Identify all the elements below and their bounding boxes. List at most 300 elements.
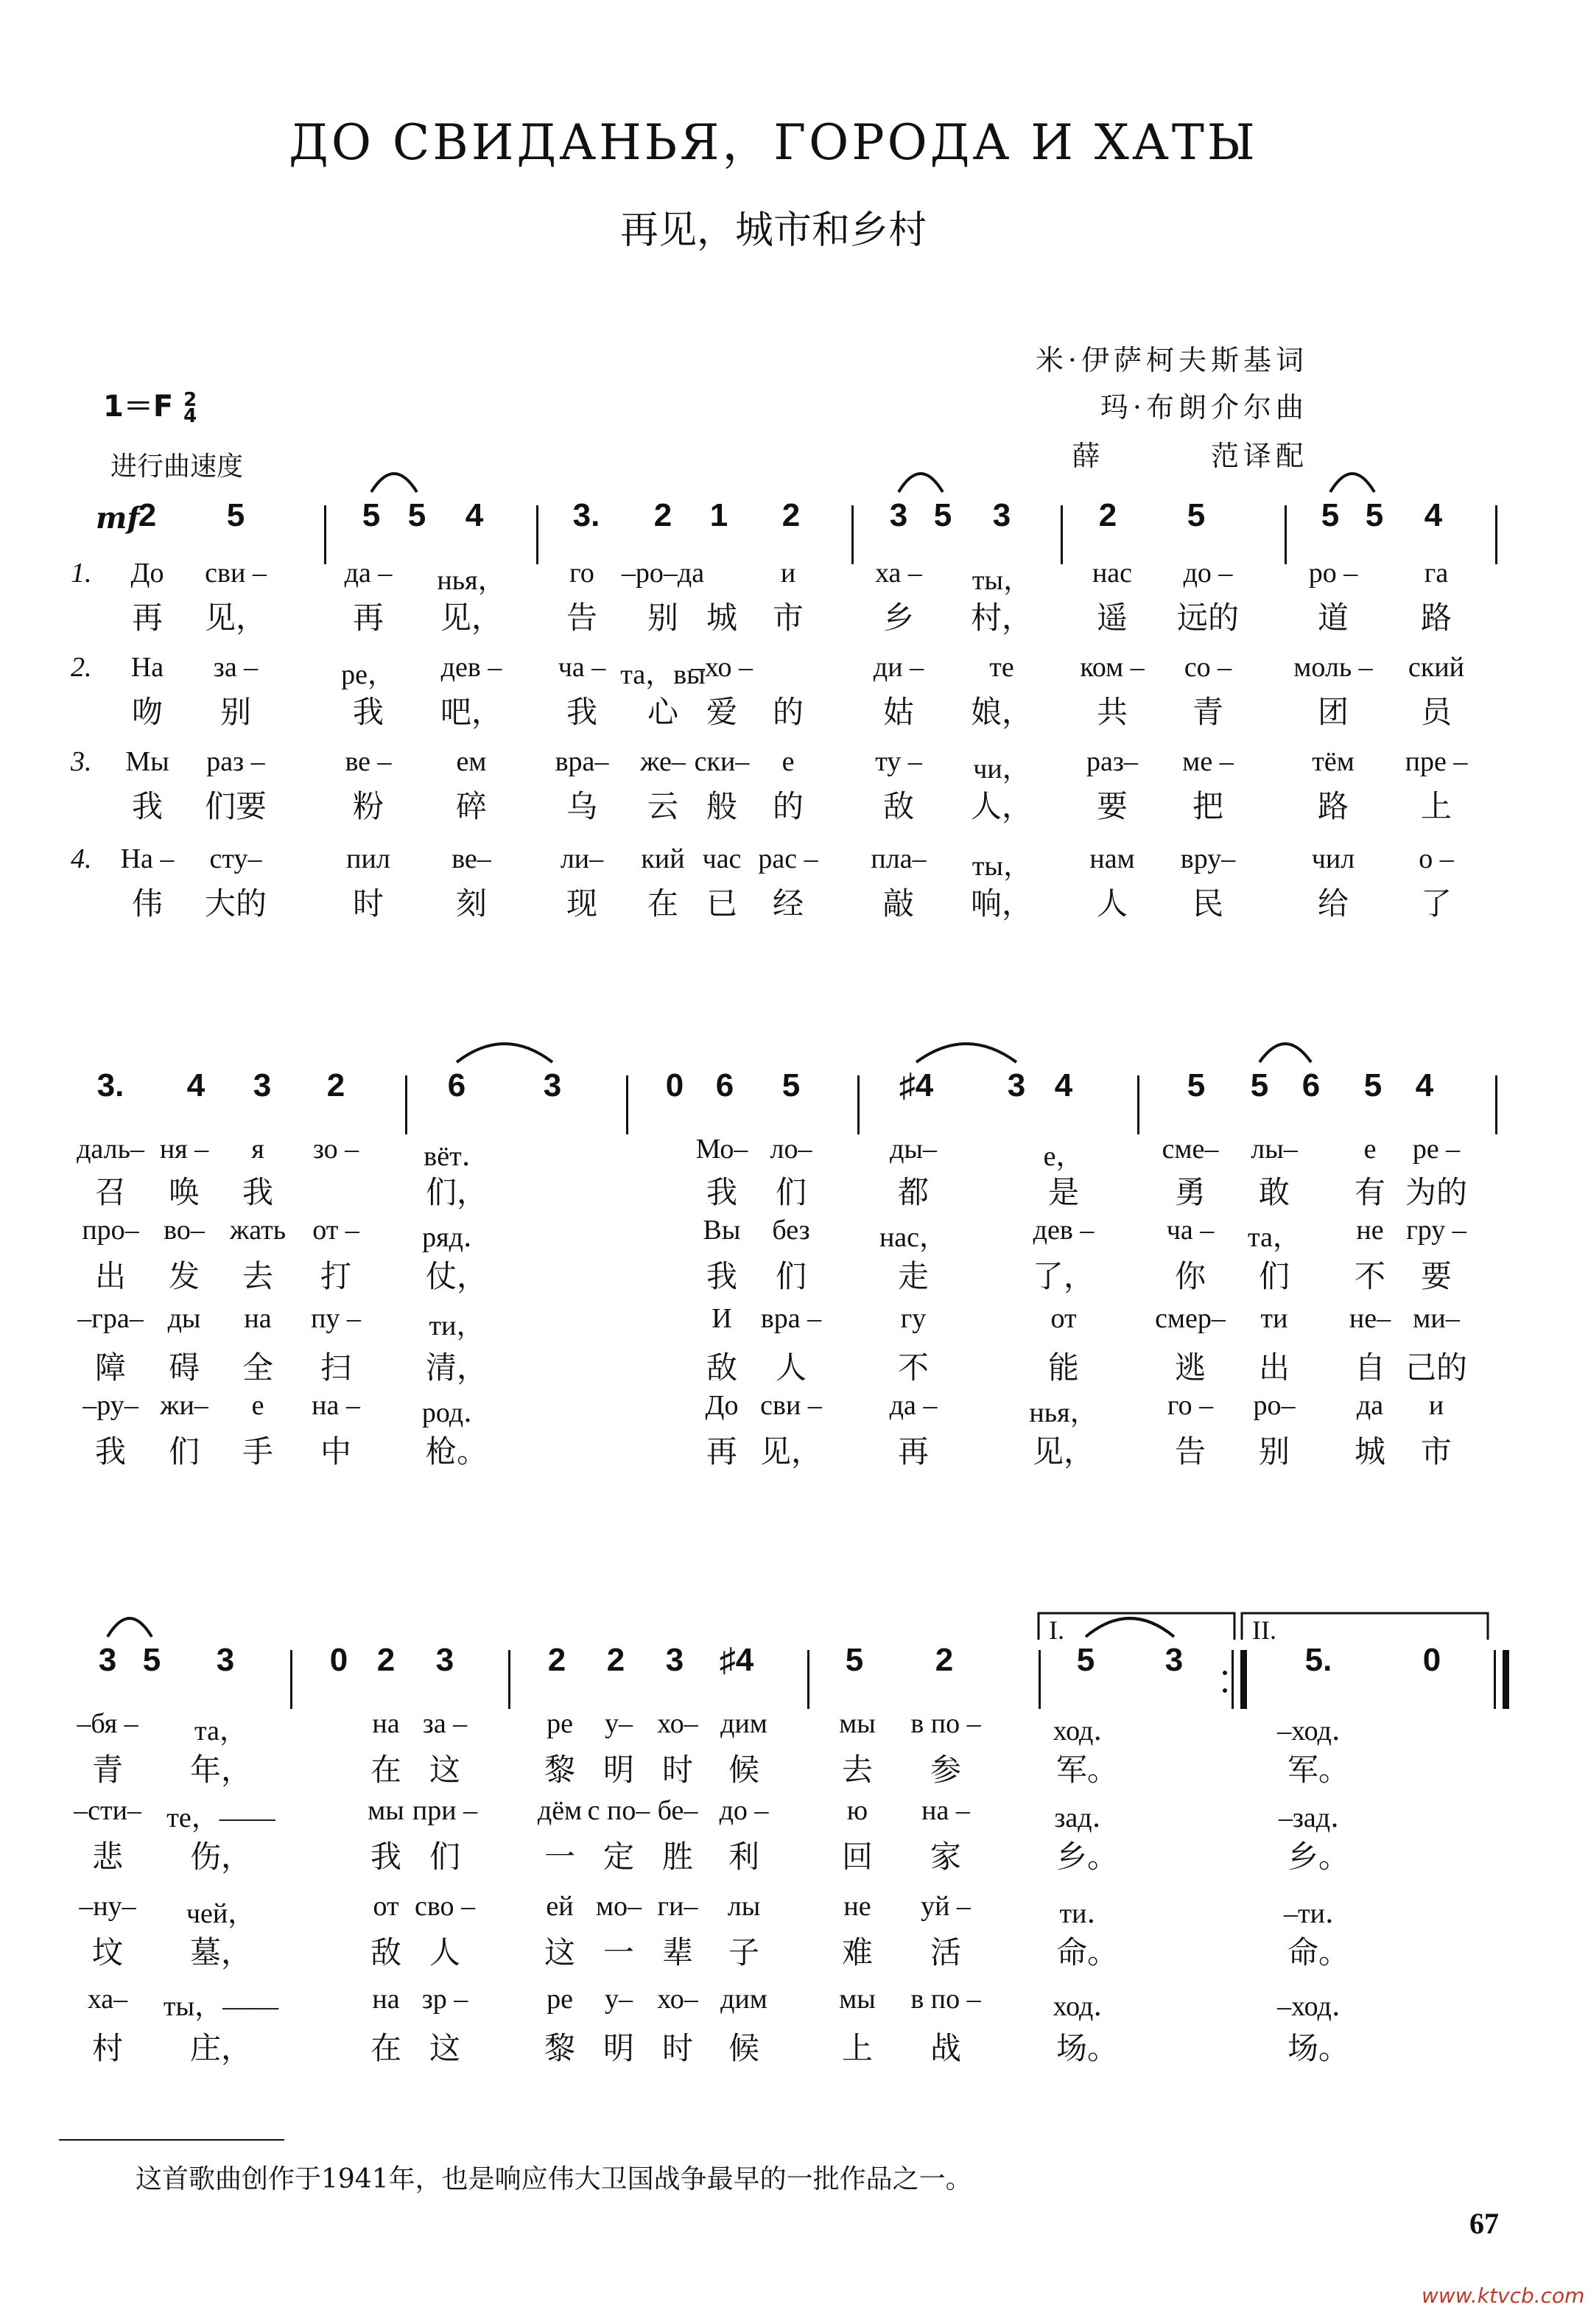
chinese-lyric: 人 bbox=[1096, 885, 1128, 921]
russian-lyric: раз– bbox=[1086, 746, 1138, 777]
chinese-lyric: 吻 bbox=[131, 694, 164, 730]
tie-arc bbox=[1330, 474, 1374, 492]
russian-lyric: зо – bbox=[312, 1134, 359, 1165]
chinese-lyric: 黎 bbox=[544, 2030, 576, 2066]
chinese-lyric: 这 bbox=[429, 2030, 461, 2066]
note: 3 bbox=[1007, 1067, 1026, 1103]
chinese-lyric: 们 bbox=[775, 1258, 807, 1294]
chinese-lyric: 要 bbox=[1420, 1258, 1452, 1294]
russian-lyric: та， bbox=[194, 1716, 247, 1746]
chinese-lyric: 我 bbox=[566, 694, 598, 730]
russian-lyric: те bbox=[989, 652, 1014, 683]
russian-lyric: сво – bbox=[414, 1891, 476, 1922]
chinese-lyric: 场。 bbox=[1287, 2030, 1350, 2066]
russian-lyric: от bbox=[373, 1891, 399, 1922]
russian-lyric: ти． bbox=[1059, 1898, 1115, 1929]
note: 4 bbox=[465, 497, 484, 533]
chinese-lyric: 时 bbox=[661, 1752, 694, 1788]
chinese-lyric: 敌 bbox=[882, 788, 915, 824]
chinese-lyric: 告 bbox=[1174, 1433, 1206, 1470]
chinese-lyric: 发 bbox=[168, 1258, 200, 1294]
chinese-lyric: 城 bbox=[706, 600, 738, 636]
chinese-lyric: 伟 bbox=[131, 885, 164, 921]
russian-lyric: Вы bbox=[703, 1215, 741, 1246]
russian-lyric: га bbox=[1424, 558, 1449, 589]
composer-credit: 玛·布朗介尔曲 bbox=[1100, 391, 1308, 424]
russian-lyric: до – bbox=[719, 1795, 769, 1826]
russian-lyric: у– bbox=[605, 1708, 633, 1739]
chinese-lyric: 军。 bbox=[1287, 1752, 1350, 1788]
russian-lyric: смер– bbox=[1155, 1303, 1226, 1334]
page-number: 67 bbox=[1469, 2207, 1499, 2240]
note: 3 bbox=[253, 1067, 272, 1103]
russian-lyric: уй – bbox=[921, 1891, 971, 1922]
russian-lyric: нам bbox=[1089, 843, 1135, 874]
chinese-lyric: 见， bbox=[1032, 1433, 1095, 1470]
note: 5 bbox=[933, 497, 952, 533]
note: 5 bbox=[362, 497, 381, 533]
tie-arc bbox=[371, 474, 417, 492]
russian-lyric: род． bbox=[421, 1397, 492, 1428]
russian-lyric: –ход． bbox=[1277, 1991, 1360, 2022]
russian-lyric: мо– bbox=[595, 1891, 642, 1922]
chinese-lyric: 路 bbox=[1420, 600, 1452, 636]
russian-lyric: сту– bbox=[209, 843, 262, 874]
russian-lyric: бе– bbox=[657, 1795, 698, 1826]
russian-lyric: мы bbox=[368, 1795, 404, 1826]
russian-lyric: же– bbox=[640, 746, 686, 777]
chinese-lyric: 给 bbox=[1317, 885, 1349, 921]
tie-arc bbox=[1259, 1044, 1311, 1062]
russian-lyric: от – bbox=[312, 1215, 359, 1246]
chinese-lyric: 坟 bbox=[91, 1934, 124, 1970]
russian-lyric: е bbox=[781, 746, 795, 777]
russian-lyric: гру – bbox=[1406, 1215, 1466, 1246]
russian-lyric: жи– bbox=[160, 1390, 208, 1421]
song-subtitle: 再见，城市和乡村 bbox=[619, 208, 927, 253]
russian-lyric: на bbox=[372, 1708, 400, 1739]
chinese-lyric: 村， bbox=[970, 600, 1033, 636]
russian-lyric: ты，—— bbox=[163, 1991, 279, 2022]
chinese-lyric: 定 bbox=[602, 1839, 635, 1875]
note: 2 bbox=[935, 1642, 954, 1678]
note: 4 bbox=[1415, 1067, 1434, 1103]
lyricist-credit: 米·伊萨柯夫斯基词 bbox=[1035, 344, 1308, 376]
chinese-lyric: 战 bbox=[930, 2030, 962, 2066]
russian-lyric: ти bbox=[1260, 1303, 1288, 1334]
russian-lyric: пу – bbox=[311, 1303, 361, 1334]
russian-lyric: ре， bbox=[341, 659, 396, 690]
russian-lyric: –ти． bbox=[1284, 1898, 1353, 1929]
russian-lyric: ха – bbox=[875, 558, 922, 589]
russian-lyric: тём bbox=[1312, 746, 1355, 777]
chinese-lyric: 己的 bbox=[1405, 1349, 1468, 1386]
chinese-lyric: 们， bbox=[425, 1174, 488, 1210]
chinese-lyric: 辈 bbox=[661, 1934, 694, 1970]
chinese-lyric: 出 bbox=[94, 1258, 127, 1294]
chinese-lyric: 枪。 bbox=[425, 1433, 488, 1470]
chinese-lyric: 悲 bbox=[91, 1839, 124, 1875]
chinese-lyric: 庄， bbox=[189, 2030, 253, 2066]
russian-lyric: ды– bbox=[890, 1134, 937, 1165]
chinese-lyric: 胜 bbox=[661, 1839, 694, 1875]
chinese-lyric: 市 bbox=[1420, 1433, 1452, 1470]
russian-lyric: ю bbox=[846, 1795, 868, 1826]
chinese-lyric: 共 bbox=[1096, 694, 1128, 730]
chinese-lyric: 能 bbox=[1047, 1349, 1080, 1386]
chinese-lyric: 我 bbox=[706, 1174, 738, 1210]
note: 5 bbox=[1321, 497, 1340, 533]
russian-lyric: ча – bbox=[1166, 1215, 1215, 1246]
russian-lyric: сви – bbox=[205, 558, 267, 589]
russian-lyric: дём bbox=[537, 1795, 583, 1826]
chinese-lyric: 这 bbox=[544, 1934, 576, 1970]
chinese-lyric: 敲 bbox=[882, 885, 915, 921]
chinese-lyric: 路 bbox=[1317, 788, 1349, 824]
russian-lyric: сме– bbox=[1162, 1134, 1219, 1165]
note: 3 bbox=[98, 1642, 117, 1678]
russian-lyric: ме – bbox=[1182, 746, 1234, 777]
note: 3 bbox=[889, 497, 908, 533]
chinese-lyric: 逃 bbox=[1174, 1349, 1206, 1386]
note: 3. bbox=[572, 497, 600, 533]
chinese-lyric: 们 bbox=[168, 1433, 200, 1470]
chinese-lyric: 打 bbox=[320, 1258, 352, 1294]
russian-lyric: го bbox=[569, 558, 594, 589]
russian-lyric: во– bbox=[164, 1215, 205, 1246]
chinese-lyric: 黎 bbox=[544, 1752, 576, 1788]
russian-lyric: ды bbox=[167, 1303, 201, 1334]
russian-lyric: –ход． bbox=[1277, 1716, 1360, 1746]
russian-lyric: нас， bbox=[879, 1222, 948, 1253]
note: 4 bbox=[1424, 497, 1443, 533]
russian-lyric: ти， bbox=[429, 1310, 485, 1341]
chinese-lyric: 碎 bbox=[455, 788, 488, 824]
chinese-lyric: 勇 bbox=[1174, 1174, 1206, 1210]
note: 5 bbox=[845, 1642, 864, 1678]
chinese-lyric: 利 bbox=[728, 1839, 760, 1875]
chinese-lyric: 唤 bbox=[168, 1174, 200, 1210]
tie-arc bbox=[916, 1044, 1016, 1062]
chinese-lyric: 仗， bbox=[425, 1258, 488, 1294]
chinese-lyric: 活 bbox=[930, 1934, 962, 1970]
chinese-lyric: 道 bbox=[1317, 600, 1349, 636]
chinese-lyric: 不 bbox=[897, 1349, 930, 1386]
note: 5 bbox=[142, 1642, 161, 1678]
chinese-lyric: 为的 bbox=[1405, 1174, 1468, 1210]
russian-lyric: ве– bbox=[452, 843, 491, 874]
chinese-lyric: 了， bbox=[1032, 1258, 1095, 1294]
russian-lyric: без bbox=[772, 1215, 810, 1246]
russian-lyric: раз – bbox=[206, 746, 265, 777]
footnote: 这首歌曲创作于1941年，也是响应伟大卫国战争最早的一批作品之一。 bbox=[136, 2164, 972, 2194]
chinese-lyric: 般 bbox=[706, 788, 738, 824]
russian-lyric: жать bbox=[229, 1215, 287, 1246]
russian-lyric: на bbox=[372, 1984, 400, 2015]
key-label: 1＝F bbox=[103, 390, 174, 424]
note: 3 bbox=[435, 1642, 454, 1678]
chinese-lyric: 已 bbox=[706, 885, 738, 921]
russian-lyric: ре – bbox=[1412, 1134, 1461, 1165]
russian-lyric: На bbox=[130, 652, 164, 683]
chinese-lyric: 明 bbox=[602, 1752, 635, 1788]
russian-lyric: вру– bbox=[1180, 843, 1236, 874]
russian-lyric: е bbox=[251, 1390, 264, 1421]
note: 3. bbox=[96, 1067, 124, 1103]
russian-lyric: Мы bbox=[125, 746, 169, 777]
chinese-lyric: 爱 bbox=[706, 694, 738, 730]
russian-lyric: час bbox=[702, 843, 742, 874]
chinese-lyric: 人 bbox=[775, 1349, 807, 1386]
russian-lyric: при – bbox=[412, 1795, 478, 1826]
note: 2 bbox=[326, 1067, 345, 1103]
chinese-lyric: 子 bbox=[728, 1934, 760, 1970]
note: 5 bbox=[1365, 497, 1384, 533]
note: 6 bbox=[447, 1067, 466, 1103]
chinese-lyric: 了 bbox=[1420, 885, 1452, 921]
chinese-lyric: 去 bbox=[242, 1258, 274, 1294]
russian-lyric: сви – bbox=[760, 1390, 822, 1421]
note: 0 bbox=[1422, 1642, 1441, 1678]
chinese-lyric: 时 bbox=[661, 2030, 694, 2066]
russian-lyric: не bbox=[843, 1891, 871, 1922]
chinese-lyric: 姑 bbox=[882, 694, 915, 730]
russian-lyric: с по– bbox=[587, 1795, 650, 1826]
russian-lyric: –бя – bbox=[77, 1708, 138, 1739]
russian-lyric: пла– bbox=[871, 843, 927, 874]
chinese-lyric: 自 bbox=[1354, 1349, 1386, 1386]
chinese-lyric: 再 bbox=[706, 1433, 738, 1470]
russian-lyric: ро– bbox=[1253, 1390, 1296, 1421]
chinese-lyric: 明 bbox=[602, 2030, 635, 2066]
chinese-lyric: 军。 bbox=[1055, 1752, 1119, 1788]
chinese-lyric: 一 bbox=[544, 1839, 576, 1875]
chinese-lyric: 在 bbox=[647, 885, 679, 921]
chinese-lyric: 障 bbox=[94, 1349, 127, 1386]
russian-lyric: пре – bbox=[1405, 746, 1468, 777]
russian-lyric: от bbox=[1050, 1303, 1077, 1334]
volta-label: II. bbox=[1252, 1615, 1276, 1645]
russian-lyric: ня – bbox=[159, 1134, 209, 1165]
chinese-lyric: 再 bbox=[897, 1433, 930, 1470]
tie-arc bbox=[108, 1618, 152, 1637]
russian-lyric: и bbox=[780, 558, 796, 589]
volta-bracket bbox=[1242, 1613, 1488, 1640]
russian-lyric: рас – bbox=[758, 843, 818, 874]
chinese-lyric: 伤， bbox=[189, 1839, 253, 1875]
note: 2 bbox=[376, 1642, 396, 1678]
chinese-lyric: 回 bbox=[841, 1839, 874, 1875]
tie-arc bbox=[457, 1044, 552, 1062]
russian-lyric: вра – bbox=[760, 1303, 822, 1334]
russian-lyric: и bbox=[1428, 1390, 1444, 1421]
chinese-lyric: 走 bbox=[897, 1258, 930, 1294]
russian-lyric: о – bbox=[1419, 843, 1454, 874]
chinese-lyric: 的 bbox=[772, 788, 804, 824]
verse-number: 2. bbox=[71, 652, 92, 683]
russian-lyric: И bbox=[712, 1303, 732, 1334]
watermark: www.ktvcb.com bbox=[1422, 2283, 1585, 2308]
chinese-lyric: 敌 bbox=[370, 1934, 402, 1970]
chinese-lyric: 乡。 bbox=[1287, 1839, 1350, 1875]
russian-lyric: со – bbox=[1184, 652, 1232, 683]
russian-lyric: вёт． bbox=[424, 1141, 490, 1172]
chinese-lyric: 你 bbox=[1174, 1258, 1206, 1294]
russian-lyric: нас bbox=[1092, 558, 1133, 589]
russian-lyric: На – bbox=[120, 843, 175, 874]
russian-lyric: ем bbox=[456, 746, 487, 777]
russian-lyric: ха– bbox=[87, 1984, 128, 2015]
chinese-lyric: 人， bbox=[970, 788, 1033, 824]
note: 2 bbox=[606, 1642, 625, 1678]
volta-bracket bbox=[1039, 1613, 1234, 1640]
chinese-lyric: 人 bbox=[429, 1934, 461, 1970]
chinese-lyric: 扫 bbox=[320, 1349, 352, 1386]
chinese-lyric: 家 bbox=[930, 1839, 962, 1875]
chinese-lyric: 青 bbox=[1192, 694, 1224, 730]
chinese-lyric: 市 bbox=[772, 600, 804, 636]
russian-lyric: ре bbox=[547, 1984, 573, 2015]
russian-lyric: ча – bbox=[558, 652, 606, 683]
russian-lyric: нья， bbox=[437, 565, 506, 596]
russian-lyric: чил bbox=[1311, 843, 1355, 874]
chinese-lyric: 我 bbox=[706, 1258, 738, 1294]
chinese-lyric: 我 bbox=[242, 1174, 274, 1210]
russian-lyric: дим bbox=[720, 1708, 767, 1739]
russian-lyric: ди – bbox=[873, 652, 924, 683]
chinese-lyric: 我 bbox=[131, 788, 164, 824]
note: 5 bbox=[1076, 1642, 1095, 1678]
chinese-lyric: 要 bbox=[1096, 788, 1128, 824]
russian-lyric: мы bbox=[839, 1984, 876, 2015]
russian-lyric: Мо– bbox=[695, 1134, 748, 1165]
russian-lyric: ход． bbox=[1053, 1716, 1122, 1746]
chinese-lyric: 见， bbox=[204, 600, 267, 636]
chinese-lyric: 手 bbox=[242, 1433, 274, 1470]
russian-lyric: ми– bbox=[1413, 1303, 1460, 1334]
chinese-lyric: 上 bbox=[841, 2030, 874, 2066]
russian-lyric: кий bbox=[641, 843, 685, 874]
russian-lyric: хо– bbox=[657, 1984, 698, 2015]
chinese-lyric: 的 bbox=[772, 694, 804, 730]
note: 2 bbox=[547, 1642, 566, 1678]
russian-lyric: е bbox=[1363, 1134, 1377, 1165]
note: 0 bbox=[665, 1067, 684, 1103]
chinese-lyric: 召 bbox=[94, 1174, 127, 1210]
russian-lyric: –ну– bbox=[79, 1891, 136, 1922]
chinese-lyric: 我 bbox=[352, 694, 384, 730]
chinese-lyric: 我 bbox=[370, 1839, 402, 1875]
chinese-lyric: 再 bbox=[131, 600, 164, 636]
chinese-lyric: 是 bbox=[1047, 1174, 1080, 1210]
time-top: 2 bbox=[183, 389, 197, 411]
note: 6 bbox=[1301, 1067, 1321, 1103]
russian-lyric: ли– bbox=[560, 843, 604, 874]
russian-lyric: мы bbox=[839, 1708, 876, 1739]
chinese-lyric: 们要 bbox=[204, 788, 267, 824]
chinese-lyric: 别 bbox=[219, 694, 252, 730]
russian-lyric: не bbox=[1356, 1215, 1384, 1246]
russian-lyric: дим bbox=[720, 1984, 767, 2015]
chinese-lyric: 村 bbox=[91, 2030, 124, 2066]
chinese-lyric: 员 bbox=[1420, 694, 1452, 730]
chinese-lyric: 别 bbox=[647, 600, 679, 636]
note: 5 bbox=[1187, 497, 1206, 533]
chinese-lyric: 年， bbox=[189, 1752, 253, 1788]
chinese-lyric: 见， bbox=[759, 1433, 823, 1470]
note: 3 bbox=[665, 1642, 684, 1678]
note: 3 bbox=[543, 1067, 562, 1103]
note: 2 bbox=[1098, 497, 1117, 533]
russian-lyric: дев – bbox=[440, 652, 502, 683]
chinese-lyric: 在 bbox=[370, 1752, 402, 1788]
note: 5 bbox=[1250, 1067, 1269, 1103]
note: 2 bbox=[138, 497, 157, 533]
russian-lyric: хо– bbox=[657, 1708, 698, 1739]
russian-lyric: го – bbox=[1167, 1390, 1214, 1421]
chinese-lyric: 经 bbox=[772, 885, 804, 921]
chinese-lyric: 吧， bbox=[440, 694, 503, 730]
russian-lyric: про– bbox=[82, 1215, 139, 1246]
chinese-lyric: 心 bbox=[647, 694, 679, 730]
russian-lyric: да bbox=[1356, 1390, 1384, 1421]
note: 0 bbox=[329, 1642, 348, 1678]
chinese-lyric: 们 bbox=[775, 1174, 807, 1210]
chinese-lyric: 上 bbox=[1420, 788, 1452, 824]
russian-lyric: зад． bbox=[1054, 1802, 1120, 1833]
tempo-marking: 进行曲速度 bbox=[110, 452, 244, 482]
russian-lyric: дев – bbox=[1033, 1215, 1095, 1246]
chinese-lyric: 不 bbox=[1354, 1258, 1386, 1294]
chinese-lyric: 云 bbox=[647, 788, 679, 824]
russian-lyric: –сти– bbox=[74, 1795, 141, 1826]
chinese-lyric: 再 bbox=[352, 600, 384, 636]
note: 5. bbox=[1304, 1642, 1332, 1678]
chinese-lyric: 这 bbox=[429, 1752, 461, 1788]
russian-lyric: –ру– bbox=[82, 1390, 138, 1421]
russian-lyric: да – bbox=[344, 558, 393, 589]
note: 5 bbox=[781, 1067, 801, 1103]
russian-lyric: в по – bbox=[910, 1708, 981, 1739]
tie-arc bbox=[1086, 1618, 1174, 1637]
russian-lyric: та，вы bbox=[620, 659, 706, 690]
time-bottom: 4 bbox=[183, 405, 197, 427]
chinese-lyric: 远的 bbox=[1176, 600, 1240, 636]
chinese-lyric: 城 bbox=[1354, 1433, 1386, 1470]
note: 2 bbox=[653, 497, 672, 533]
chinese-lyric: 去 bbox=[841, 1752, 874, 1788]
chinese-lyric: 刻 bbox=[455, 885, 488, 921]
chinese-lyric: 参 bbox=[930, 1752, 962, 1788]
verse-number: 4. bbox=[71, 843, 92, 874]
note: 4 bbox=[1054, 1067, 1073, 1103]
chinese-lyric: 清， bbox=[425, 1349, 488, 1386]
russian-lyric: за – bbox=[213, 652, 259, 683]
russian-lyric: ро – bbox=[1308, 558, 1358, 589]
russian-lyric: чей， bbox=[186, 1898, 256, 1929]
russian-lyric: е， bbox=[1043, 1141, 1084, 1172]
chinese-lyric: 时 bbox=[352, 885, 384, 921]
russian-lyric: ги– bbox=[657, 1891, 698, 1922]
russian-lyric: ком – bbox=[1080, 652, 1145, 683]
note: 3 bbox=[992, 497, 1011, 533]
russian-lyric: гу bbox=[900, 1303, 927, 1334]
chinese-lyric: 响， bbox=[970, 885, 1033, 921]
russian-lyric: ряд． bbox=[422, 1222, 491, 1253]
russian-lyric: ты， bbox=[972, 851, 1032, 882]
chinese-lyric: 大的 bbox=[204, 885, 267, 921]
chinese-lyric: 现 bbox=[566, 885, 598, 921]
